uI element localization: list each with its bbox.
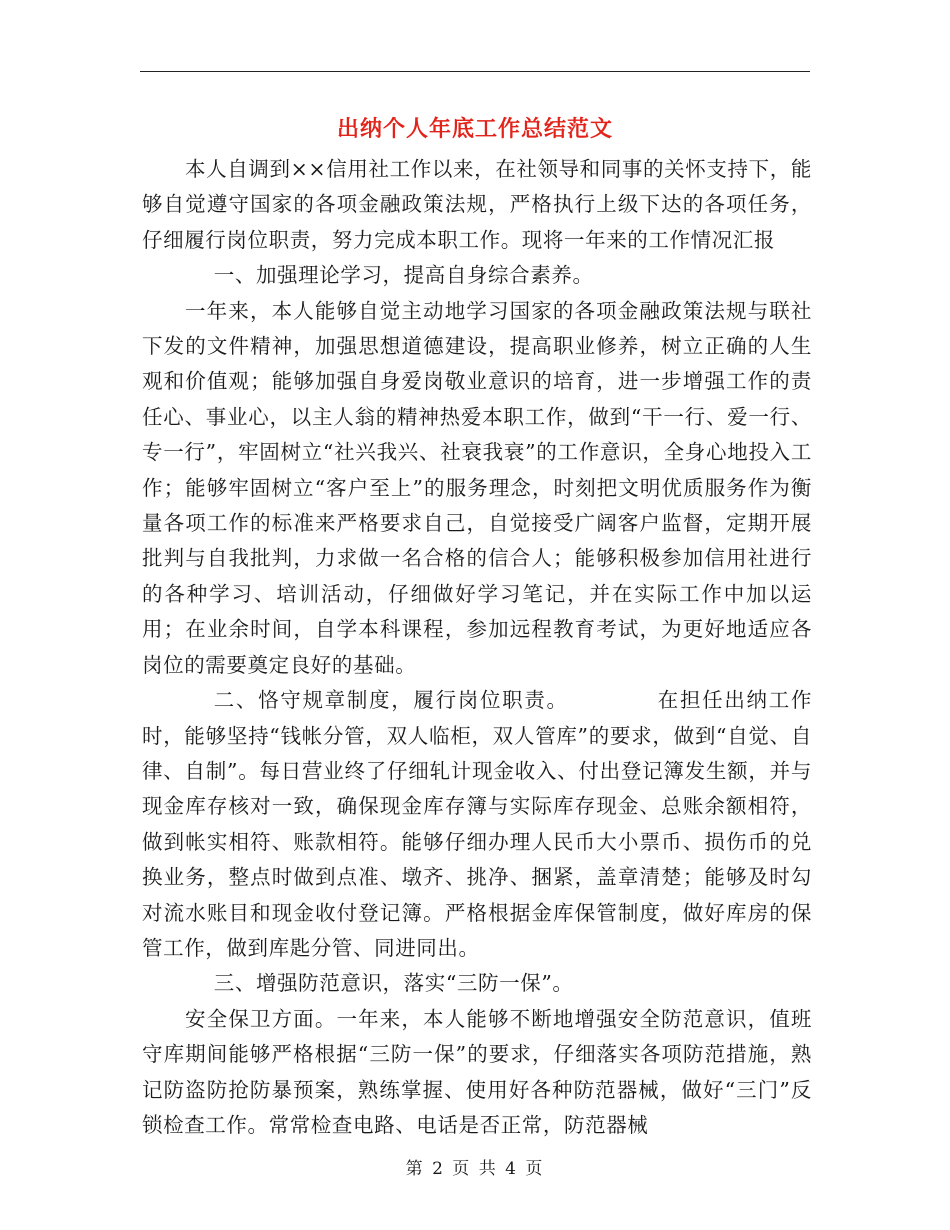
section-heading-3: 三、增强防范意识，落实“三防一保”。	[213, 971, 574, 996]
section-2-paragraph	[142, 683, 812, 966]
section-heading-2: 二、恪守规章制度，履行岗位职责。	[213, 688, 569, 713]
intro-paragraph: 本人自调到××信用社工作以来，在社领导和同事的关怀支持下，能够自觉遵守国家的各项金融政策法规，严格执行上级下达的各项任务，仔细履行岗位职责，努力完成本职工作。现将一年来的工作情况汇报	[142, 157, 812, 252]
document-body	[142, 152, 812, 1143]
section-heading-1: 一、加强理论学习，提高自身综合素养。	[213, 263, 594, 288]
document-title: 出纳个人年底工作总结范文	[336, 116, 613, 142]
section-2-text: 在担任出纳工作时，能够坚持“钱帐分管，双人临柜，双人管库”的要求，做到“自觉、自律、自制”。每日营业终了仔细轧计现金收入、付出登记簿发生额，并与现金库存核对一致，确保现金库存簿与实际库存现金、总账余额相符，做到帐实相符、账款相符。能够仔细办理人民币大小票币、损伤币的兑换业务，整点时做到点准、墩齐、挑净、捆紧，盖章清楚；能够及时勾对流水账目和现金收付登记簿。严格根据金库保管制度，做好库房的保管工作，做到库匙分管、同进同出。	[142, 688, 812, 960]
section-1-paragraph: 一年来，本人能够自觉主动地学习国家的各项金融政策法规与联社下发的文件精神，加强思想道德建设，提高职业修养，树立正确的人生观和价值观；能够加强自身爱岗敬业意识的培育，进一步增强工作的责任心、事业心，以主人翁的精神热爱本职工作，做到“干一行、爱一行、专一行”，牢固树立“社兴我兴、社衰我衰”的工作意识，全身心地投入工作；能够牢固树立“客户至上”的服务理念，时刻把文明优质服务作为衡量各项工作的标准来严格要求自己，自觉接受广阔客户监督，定期开展批判与自我批判，力求做一名合格的信合人；能够积极参加信用社进行的各种学习、培训活动，仔细做好学习笔记，并在实际工作中加以运用；在业余时间，自学本科课程，参加远程教育考试，为更好地适应各岗位的需要奠定良好的基础。	[142, 298, 812, 677]
page-number: 第 2 页 共 4 页	[405, 1159, 545, 1179]
section-3-paragraph: 安全保卫方面。一年来，本人能够不断地增强安全防范意识，值班守库期间能够严格根据“三防一保”的要求，仔细落实各项防范措施，熟记防盗防抢防暴预案，熟练掌握、使用好各种防范器械，做好“三门”反锁检查工作。常常检查电路、电话是否正常，防范器械	[142, 1006, 812, 1137]
header-rule	[140, 71, 810, 72]
